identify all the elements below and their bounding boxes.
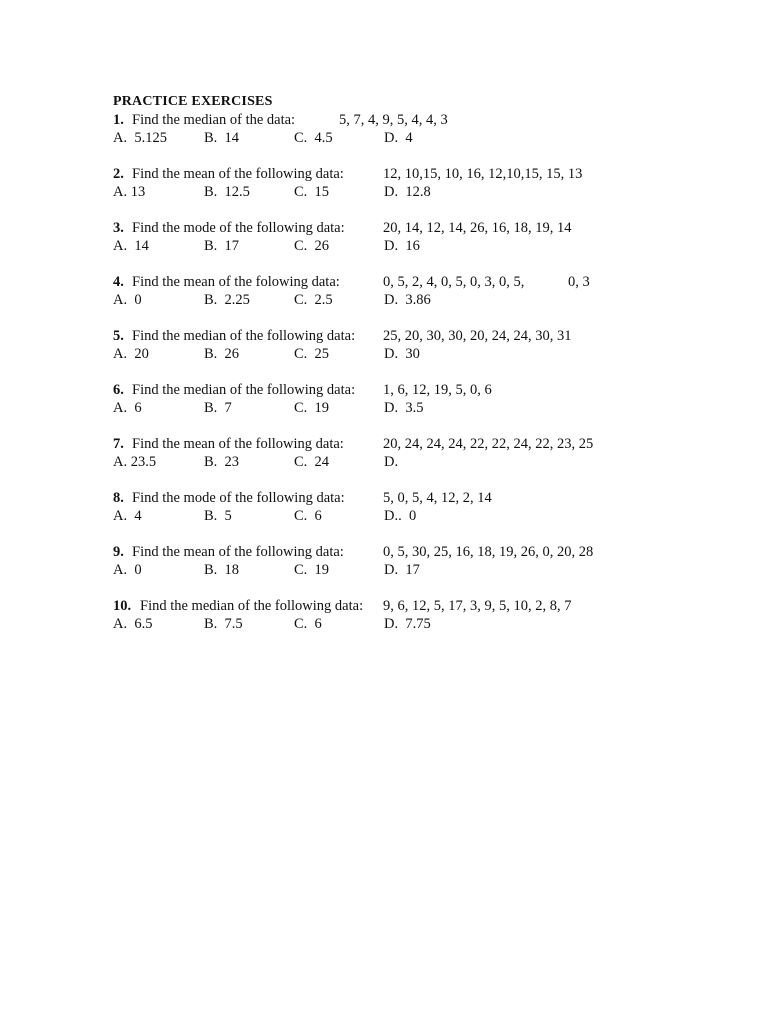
question-number: 5. [113,328,124,344]
option-d: D. 3.86 [384,292,431,308]
question-number: 2. [113,166,124,182]
option-d: D. 16 [384,238,420,254]
question-1 [113,111,713,147]
option-c: C. 15 [294,184,330,200]
option-b: B. 17 [204,238,240,254]
option-b: B. 7 [204,400,232,416]
option-c: C. 19 [294,562,330,578]
question-data: 1, 6, 12, 19, 5, 0, 6 [383,382,492,398]
question-data: 5, 0, 5, 4, 12, 2, 14 [383,490,492,506]
question-number: 3. [113,220,124,236]
question-number: 10. [113,598,132,614]
question-number: 1. [113,112,124,128]
option-a: A. 23.5 [113,454,157,470]
question-3 [113,219,713,255]
option-a: A. 6 [113,400,142,416]
option-c: C. 25 [294,346,330,362]
question-text: Find the mean of the following data: [132,544,344,560]
question-10 [113,597,713,633]
question-number: 9. [113,544,124,560]
question-data: 25, 20, 30, 30, 20, 24, 24, 30, 31 [383,328,572,344]
option-c: C. 6 [294,508,322,524]
option-c: C. 2.5 [294,292,333,308]
option-b: B. 7.5 [204,616,243,632]
question-5 [113,327,713,363]
option-d: D. 7.75 [384,616,431,632]
option-b: B. 12.5 [204,184,250,200]
option-a: A. 14 [113,238,149,254]
option-c: C. 6 [294,616,322,632]
option-d: D.. 0 [384,508,417,524]
option-d: D. [384,454,399,470]
question-text: Find the median of the following data: [140,598,364,614]
question-2 [113,165,713,201]
option-a: A. 4 [113,508,142,524]
option-a: A. 6.5 [113,616,153,632]
option-c: C. 19 [294,400,330,416]
option-b: B. 5 [204,508,232,524]
question-text: Find the median of the data: [132,112,296,128]
option-b: B. 26 [204,346,240,362]
question-8 [113,489,713,525]
option-d: D. 3.5 [384,400,424,416]
option-a: A. 13 [113,184,146,200]
page-title: PRACTICE EXERCISES [113,94,273,109]
option-a: A. 20 [113,346,149,362]
question-text: Find the mode of the following data: [132,490,345,506]
option-c: C. 4.5 [294,130,333,146]
question-7 [113,435,713,471]
option-b: B. 23 [204,454,240,470]
question-data: 20, 24, 24, 24, 22, 22, 24, 22, 23, 25 [383,436,594,452]
option-d: D. 30 [384,346,420,362]
option-c: C. 24 [294,454,330,470]
question-number: 8. [113,490,124,506]
question-number: 6. [113,382,124,398]
worksheet [113,93,713,633]
option-a: A. 0 [113,562,142,578]
question-data-extra: 0, 3 [568,274,590,290]
question-text: Find the mean of the following data: [132,166,344,182]
question-number: 4. [113,274,124,290]
question-data: 12, 10,15, 10, 16, 12,10,15, 15, 13 [383,166,583,182]
question-6 [113,381,713,417]
option-d: D. 12.8 [384,184,431,200]
question-9 [113,543,713,579]
option-b: B. 2.25 [204,292,250,308]
question-data: 9, 6, 12, 5, 17, 3, 9, 5, 10, 2, 8, 7 [383,598,572,614]
question-data: 0, 5, 2, 4, 0, 5, 0, 3, 0, 5, [383,274,525,290]
option-d: D. 17 [384,562,420,578]
option-b: B. 18 [204,562,240,578]
question-data: 5, 7, 4, 9, 5, 4, 4, 3 [339,112,448,128]
question-text: Find the mean of the following data: [132,436,344,452]
option-d: D. 4 [384,130,413,146]
option-b: B. 14 [204,130,240,146]
question-4 [113,273,713,309]
question-text: Find the mean of the folowing data: [132,274,340,290]
question-text: Find the median of the following data: [132,328,356,344]
question-data: 20, 14, 12, 14, 26, 16, 18, 19, 14 [383,220,572,236]
question-number: 7. [113,436,124,452]
option-a: A. 0 [113,292,142,308]
option-a: A. 5.125 [113,130,167,146]
question-data: 0, 5, 30, 25, 16, 18, 19, 26, 0, 20, 28 [383,544,594,560]
question-text: Find the median of the following data: [132,382,356,398]
question-text: Find the mode of the following data: [132,220,345,236]
option-c: C. 26 [294,238,330,254]
